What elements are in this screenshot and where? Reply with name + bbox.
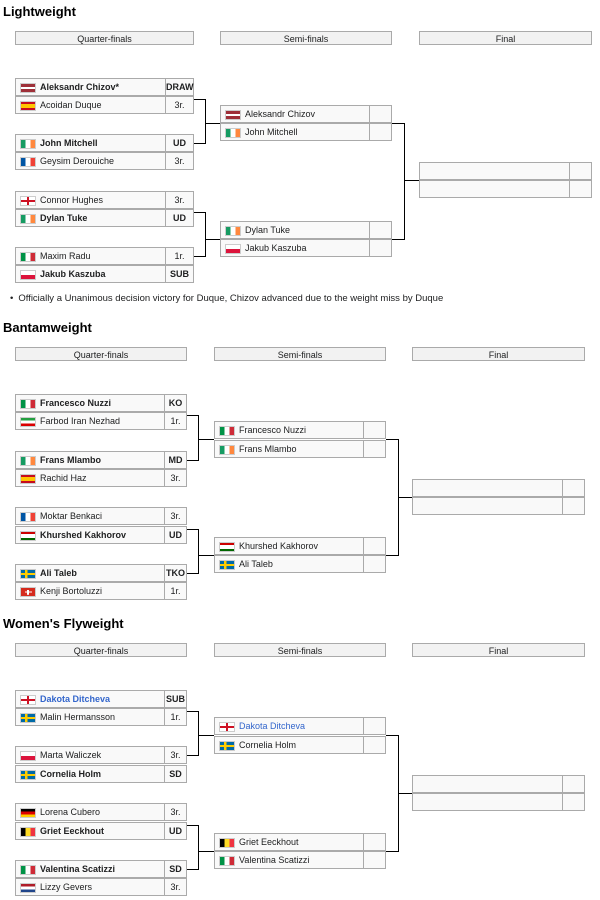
competitor-name: Francesco Nuzzi xyxy=(40,398,112,408)
result-cell: 1r. xyxy=(164,708,187,726)
competitor-cell xyxy=(15,582,165,600)
tajikistan-flag-icon xyxy=(20,531,36,541)
section-title: Bantamweight xyxy=(3,320,92,335)
final-competitor-cell xyxy=(419,162,570,180)
competitor-name: Francesco Nuzzi xyxy=(239,425,307,435)
competitor-cell xyxy=(214,421,364,439)
result-cell xyxy=(369,105,392,123)
switzerland-flag-icon xyxy=(20,587,36,597)
bracket-line xyxy=(392,123,404,124)
result-cell: 3r. xyxy=(164,803,187,821)
competitor-name: Valentina Scatizzi xyxy=(239,855,310,865)
round-header-qf: Quarter-finals xyxy=(15,31,194,45)
belgium-flag-icon xyxy=(219,838,235,848)
competitor-cell xyxy=(15,746,165,764)
result-cell: TKO xyxy=(164,564,187,582)
bracket-line xyxy=(198,555,214,556)
bracket-line xyxy=(187,415,198,416)
section-title: Women's Flyweight xyxy=(3,616,124,631)
section-title: Lightweight xyxy=(3,4,76,19)
result-cell xyxy=(363,717,386,735)
result-cell: 3r. xyxy=(164,507,187,525)
competitor-name: Farbod Iran Nezhad xyxy=(40,416,121,426)
bracket-line xyxy=(392,239,404,240)
bracket-line xyxy=(398,497,412,498)
france-flag-icon xyxy=(20,512,36,522)
footnote-text: Officially a Unanimous decision victory for Duque, Chizov advanced due to the weight miss by Duque xyxy=(18,293,444,304)
competitor-name: Connor Hughes xyxy=(40,195,104,205)
latvia-flag-icon xyxy=(225,110,241,120)
result-cell: KO xyxy=(164,394,187,412)
bracket-line xyxy=(187,755,198,756)
bracket-line xyxy=(194,143,205,144)
result-cell xyxy=(363,851,386,869)
result-cell xyxy=(363,833,386,851)
result-cell: UD xyxy=(165,134,194,152)
competitor-name: Lizzy Gevers xyxy=(40,882,93,892)
latvia-flag-icon xyxy=(20,83,36,93)
round-header-final: Final xyxy=(419,31,592,45)
round-header-sf: Semi-finals xyxy=(220,31,392,45)
final-result-cell xyxy=(562,479,585,497)
competitor-name: Cornelia Holm xyxy=(239,740,297,750)
result-cell: 3r. xyxy=(164,878,187,896)
result-cell: 3r. xyxy=(164,746,187,764)
competitor-cell xyxy=(15,209,166,227)
result-cell: 3r. xyxy=(165,191,194,209)
result-cell: MD xyxy=(164,451,187,469)
competitor-name: Aleksandr Chizov xyxy=(245,109,316,119)
bracket-line xyxy=(194,256,205,257)
competitor-name[interactable]: Dakota Ditcheva xyxy=(239,721,306,731)
competitor-cell xyxy=(15,803,165,821)
bracket-line xyxy=(198,825,199,870)
bracket-line xyxy=(205,99,206,144)
competitor-cell xyxy=(15,96,166,114)
competitor-name: Aleksandr Chizov* xyxy=(40,82,120,92)
competitor-cell xyxy=(15,690,165,708)
competitor-cell xyxy=(15,860,165,878)
italy-flag-icon xyxy=(20,252,36,262)
competitor-name: Griet Eeckhout xyxy=(239,837,299,847)
ireland-flag-icon xyxy=(225,128,241,138)
round-header-qf: Quarter-finals xyxy=(15,347,187,361)
competitor-cell xyxy=(15,469,165,487)
result-cell xyxy=(363,736,386,754)
england-flag-icon xyxy=(20,695,36,705)
competitor-cell xyxy=(15,822,165,840)
bracket-line xyxy=(187,573,198,574)
competitor-name: Lorena Cubero xyxy=(40,807,101,817)
result-cell xyxy=(363,555,386,573)
competitor-name: Dylan Tuke xyxy=(245,225,291,235)
bracket-line xyxy=(386,735,398,736)
competitor-cell xyxy=(15,134,166,152)
round-header-sf: Semi-finals xyxy=(214,347,386,361)
bracket-line xyxy=(187,460,198,461)
ireland-flag-icon xyxy=(225,226,241,236)
result-cell xyxy=(363,421,386,439)
italy-flag-icon xyxy=(219,426,235,436)
final-result-cell xyxy=(569,162,592,180)
competitor-name: Rachid Haz xyxy=(40,473,87,483)
competitor-name: Ali Taleb xyxy=(239,559,273,569)
competitor-cell xyxy=(15,152,166,170)
italy-flag-icon xyxy=(219,856,235,866)
england-flag-icon xyxy=(219,722,235,732)
sweden-flag-icon xyxy=(20,713,36,723)
final-competitor-cell xyxy=(412,793,563,811)
competitor-cell xyxy=(220,239,370,257)
competitor-name[interactable]: Dakota Ditcheva xyxy=(40,694,111,704)
competitor-name: Griet Eeckhout xyxy=(40,826,105,836)
result-cell: SUB xyxy=(164,690,187,708)
result-cell: DRAW xyxy=(165,78,194,96)
competitor-cell xyxy=(15,765,165,783)
italy-flag-icon xyxy=(20,865,36,875)
competitor-cell xyxy=(214,736,364,754)
final-result-cell xyxy=(562,775,585,793)
competitor-name: John Mitchell xyxy=(245,127,298,137)
bracket-line xyxy=(194,212,205,213)
result-cell xyxy=(369,221,392,239)
competitor-cell xyxy=(15,451,165,469)
final-competitor-cell xyxy=(412,497,563,515)
result-cell xyxy=(369,239,392,257)
result-cell: SD xyxy=(164,765,187,783)
round-header-sf: Semi-finals xyxy=(214,643,386,657)
footnote xyxy=(10,293,443,304)
competitor-cell xyxy=(15,78,166,96)
poland-flag-icon xyxy=(225,244,241,254)
competitor-name: Geysim Derouiche xyxy=(40,156,115,166)
result-cell xyxy=(363,440,386,458)
bracket-line xyxy=(386,851,398,852)
bullet-icon: • xyxy=(10,293,14,304)
bracket-line xyxy=(205,239,220,240)
result-cell xyxy=(363,537,386,555)
competitor-cell xyxy=(214,833,364,851)
result-cell: 3r. xyxy=(165,152,194,170)
bracket-line xyxy=(205,212,206,257)
result-cell: UD xyxy=(164,526,187,544)
result-cell: UD xyxy=(165,209,194,227)
bracket-line xyxy=(187,711,198,712)
final-result-cell xyxy=(562,497,585,515)
bracket-line xyxy=(187,869,198,870)
bracket-line xyxy=(386,555,398,556)
competitor-cell xyxy=(214,555,364,573)
competitor-cell xyxy=(214,537,364,555)
competitor-name: Khurshed Kakhorov xyxy=(40,530,127,540)
bracket-line xyxy=(205,123,220,124)
competitor-name: Malin Hermansson xyxy=(40,712,116,722)
competitor-name: Cornelia Holm xyxy=(40,769,102,779)
result-cell: 3r. xyxy=(164,469,187,487)
competitor-name: Ali Taleb xyxy=(40,568,77,578)
sweden-flag-icon xyxy=(219,560,235,570)
competitor-cell xyxy=(214,440,364,458)
sweden-flag-icon xyxy=(20,569,36,579)
bracket-line xyxy=(404,123,405,240)
competitor-name: Khurshed Kakhorov xyxy=(239,541,319,551)
competitor-cell xyxy=(15,265,166,283)
poland-flag-icon xyxy=(20,270,36,280)
bracket-line xyxy=(398,793,412,794)
bracket-line xyxy=(198,735,214,736)
competitor-cell xyxy=(220,221,370,239)
competitor-cell xyxy=(15,878,165,896)
competitor-cell xyxy=(15,526,165,544)
competitor-name: John Mitchell xyxy=(40,138,98,148)
belgium-flag-icon xyxy=(20,827,36,837)
tajikistan-flag-icon xyxy=(219,542,235,552)
bracket-line xyxy=(198,439,214,440)
bracket-line xyxy=(386,439,398,440)
result-cell: 1r. xyxy=(164,412,187,430)
competitor-cell xyxy=(15,564,165,582)
result-cell: 1r. xyxy=(165,247,194,265)
competitor-cell xyxy=(15,247,166,265)
competitor-cell xyxy=(214,851,364,869)
bracket-line xyxy=(198,711,199,756)
result-cell: 3r. xyxy=(165,96,194,114)
competitor-name: Kenji Bortoluzzi xyxy=(40,586,103,596)
bracket-line xyxy=(194,99,205,100)
england-flag-icon xyxy=(20,196,36,206)
competitor-cell xyxy=(220,123,370,141)
competitor-cell xyxy=(15,191,166,209)
competitor-cell xyxy=(15,394,165,412)
final-result-cell xyxy=(569,180,592,198)
competitor-name: Valentina Scatizzi xyxy=(40,864,116,874)
competitor-cell xyxy=(214,717,364,735)
ireland-flag-icon xyxy=(20,456,36,466)
competitor-name: Dylan Tuke xyxy=(40,213,88,223)
ireland-flag-icon xyxy=(219,445,235,455)
spain-flag-icon xyxy=(20,101,36,111)
competitor-cell xyxy=(220,105,370,123)
round-header-qf: Quarter-finals xyxy=(15,643,187,657)
bracket-line xyxy=(404,180,419,181)
sweden-flag-icon xyxy=(219,741,235,751)
round-header-final: Final xyxy=(412,347,585,361)
final-result-cell xyxy=(562,793,585,811)
final-competitor-cell xyxy=(419,180,570,198)
result-cell xyxy=(369,123,392,141)
netherlands-flag-icon xyxy=(20,883,36,893)
result-cell: SD xyxy=(164,860,187,878)
final-competitor-cell xyxy=(412,775,563,793)
spain-flag-icon xyxy=(20,474,36,484)
result-cell: 1r. xyxy=(164,582,187,600)
result-cell: SUB xyxy=(165,265,194,283)
poland-flag-icon xyxy=(20,751,36,761)
result-cell: UD xyxy=(164,822,187,840)
competitor-name: Moktar Benkaci xyxy=(40,511,103,521)
final-competitor-cell xyxy=(412,479,563,497)
bracket-line xyxy=(198,415,199,461)
ireland-flag-icon xyxy=(20,214,36,224)
competitor-cell xyxy=(15,412,165,430)
france-flag-icon xyxy=(20,157,36,167)
competitor-name: Marta Waliczek xyxy=(40,750,102,760)
bracket-line xyxy=(187,529,198,530)
competitor-name: Jakub Kaszuba xyxy=(245,243,307,253)
iran-flag-icon xyxy=(20,417,36,427)
competitor-name: Jakub Kaszuba xyxy=(40,269,106,279)
round-header-final: Final xyxy=(412,643,585,657)
competitor-name: Frans Mlambo xyxy=(40,455,102,465)
competitor-cell xyxy=(15,708,165,726)
italy-flag-icon xyxy=(20,399,36,409)
sweden-flag-icon xyxy=(20,770,36,780)
competitor-name: Frans Mlambo xyxy=(239,444,297,454)
bracket-line xyxy=(198,851,214,852)
competitor-name: Acoidan Duque xyxy=(40,100,102,110)
bracket-line xyxy=(198,529,199,574)
competitor-cell xyxy=(15,507,165,525)
germany-flag-icon xyxy=(20,808,36,818)
competitor-name: Maxim Radu xyxy=(40,251,91,261)
ireland-flag-icon xyxy=(20,139,36,149)
bracket-line xyxy=(187,825,198,826)
